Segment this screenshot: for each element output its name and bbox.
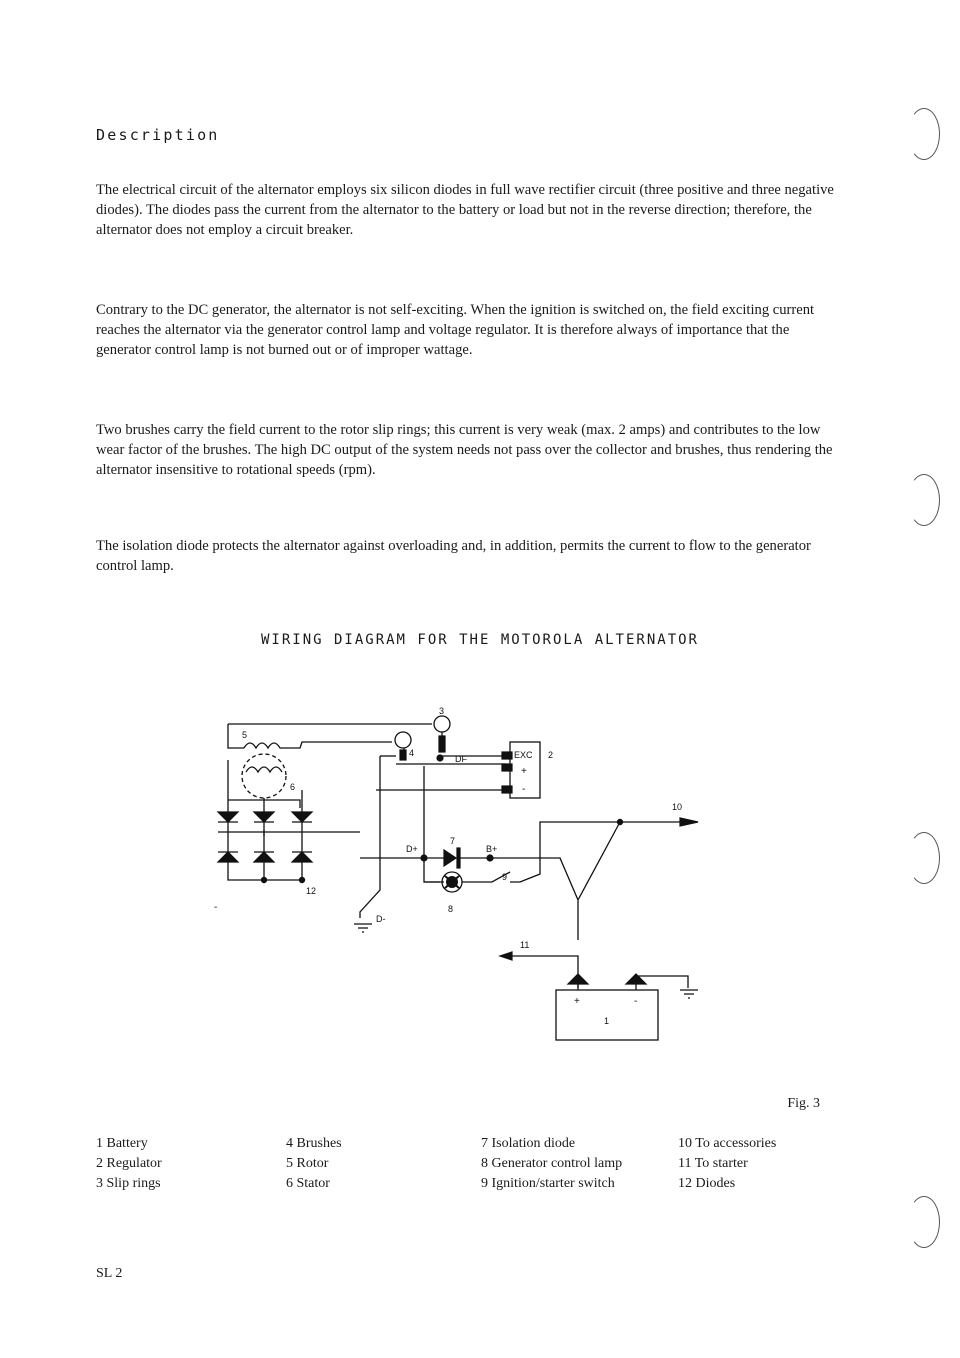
label-left-minus: -	[214, 902, 218, 913]
label-battery-plus: +	[574, 996, 580, 1007]
binder-hole	[908, 832, 940, 884]
label-dminus: D-	[376, 914, 386, 924]
legend-column-2	[286, 1134, 342, 1194]
label-4: 4	[409, 748, 415, 758]
label-8: 8	[448, 904, 454, 914]
label-11: 11	[520, 940, 530, 950]
label-12: 12	[306, 886, 317, 896]
legend-item: 11 To starter	[678, 1156, 748, 1171]
legend-item: 12 Diodes	[678, 1176, 736, 1191]
label-5: 5	[242, 730, 248, 740]
legend-item: 4 Brushes	[286, 1136, 342, 1151]
paragraph-excitation: Contrary to the DC generator, the alternator is not self-exciting. When the ignition is switched on, the field exciting current reaches the alternator via the generator control lamp and voltage regulator. It is therefore always of importance that the generator control lamp is not burned out or of improper wattage.	[96, 302, 815, 358]
legend-item: 7 Isolation diode	[481, 1136, 576, 1151]
legend-item: 1 Battery	[96, 1136, 148, 1151]
figure-label: Fig. 3	[787, 1096, 820, 1111]
binder-hole	[908, 1196, 940, 1248]
label-exc: EXC	[514, 750, 533, 760]
label-10: 10	[672, 802, 683, 812]
paragraph-rectifier: The electrical circuit of the alternator employs six silicon diodes in full wave rectifier circuit (three positive and three negative diodes). The diodes pass the current from the alternator to the battery or load but not in the reverse direction; therefore, the alternator does not employ a circuit breaker.	[96, 182, 834, 238]
label-3: 3	[439, 706, 445, 716]
label-battery-minus: -	[634, 996, 638, 1007]
label-reg-minus: -	[522, 784, 526, 795]
legend-item: 10 To accessories	[678, 1136, 777, 1151]
binder-hole	[908, 474, 940, 526]
legend-item: 5 Rotor	[286, 1156, 329, 1171]
label-7: 7	[450, 836, 456, 846]
section-heading: Description	[96, 126, 220, 144]
paragraph-isolation-diode: The isolation diode protects the alternator against overloading and, in addition, permits the current to flow to the generator control lamp.	[96, 538, 811, 574]
diagram-title: WIRING DIAGRAM FOR THE MOTOROLA ALTERNATOR	[260, 632, 699, 648]
legend-item: 2 Regulator	[96, 1156, 162, 1171]
page-footer: SL 2	[96, 1266, 123, 1281]
label-2: 2	[548, 750, 554, 760]
legend-column-4	[678, 1134, 776, 1194]
label-9: 9	[502, 872, 508, 882]
legend-item: 6 Stator	[286, 1176, 330, 1191]
label-df: DF	[455, 754, 467, 764]
paragraph-brushes: Two brushes carry the field current to the rotor slip rings; this current is very weak (max. 2 amps) and contributes to the low wear factor of the brushes. The high DC output of the system needs not pass over the collector and brushes, thus rendering the alternator insensitive to rotational speeds (rpm).	[96, 422, 833, 478]
label-reg-plus: +	[521, 766, 527, 777]
legend-item: 3 Slip rings	[96, 1176, 161, 1191]
label-1: 1	[604, 1016, 610, 1026]
legend-item: 8 Generator control lamp	[481, 1156, 623, 1171]
binder-hole	[908, 108, 940, 160]
label-bplus: B+	[486, 844, 498, 854]
label-dplus: D+	[406, 844, 418, 854]
label-6: 6	[290, 782, 296, 792]
legend-item: 9 Ignition/starter switch	[481, 1176, 615, 1191]
legend-column-3	[481, 1134, 622, 1194]
legend-column-1	[96, 1134, 162, 1194]
